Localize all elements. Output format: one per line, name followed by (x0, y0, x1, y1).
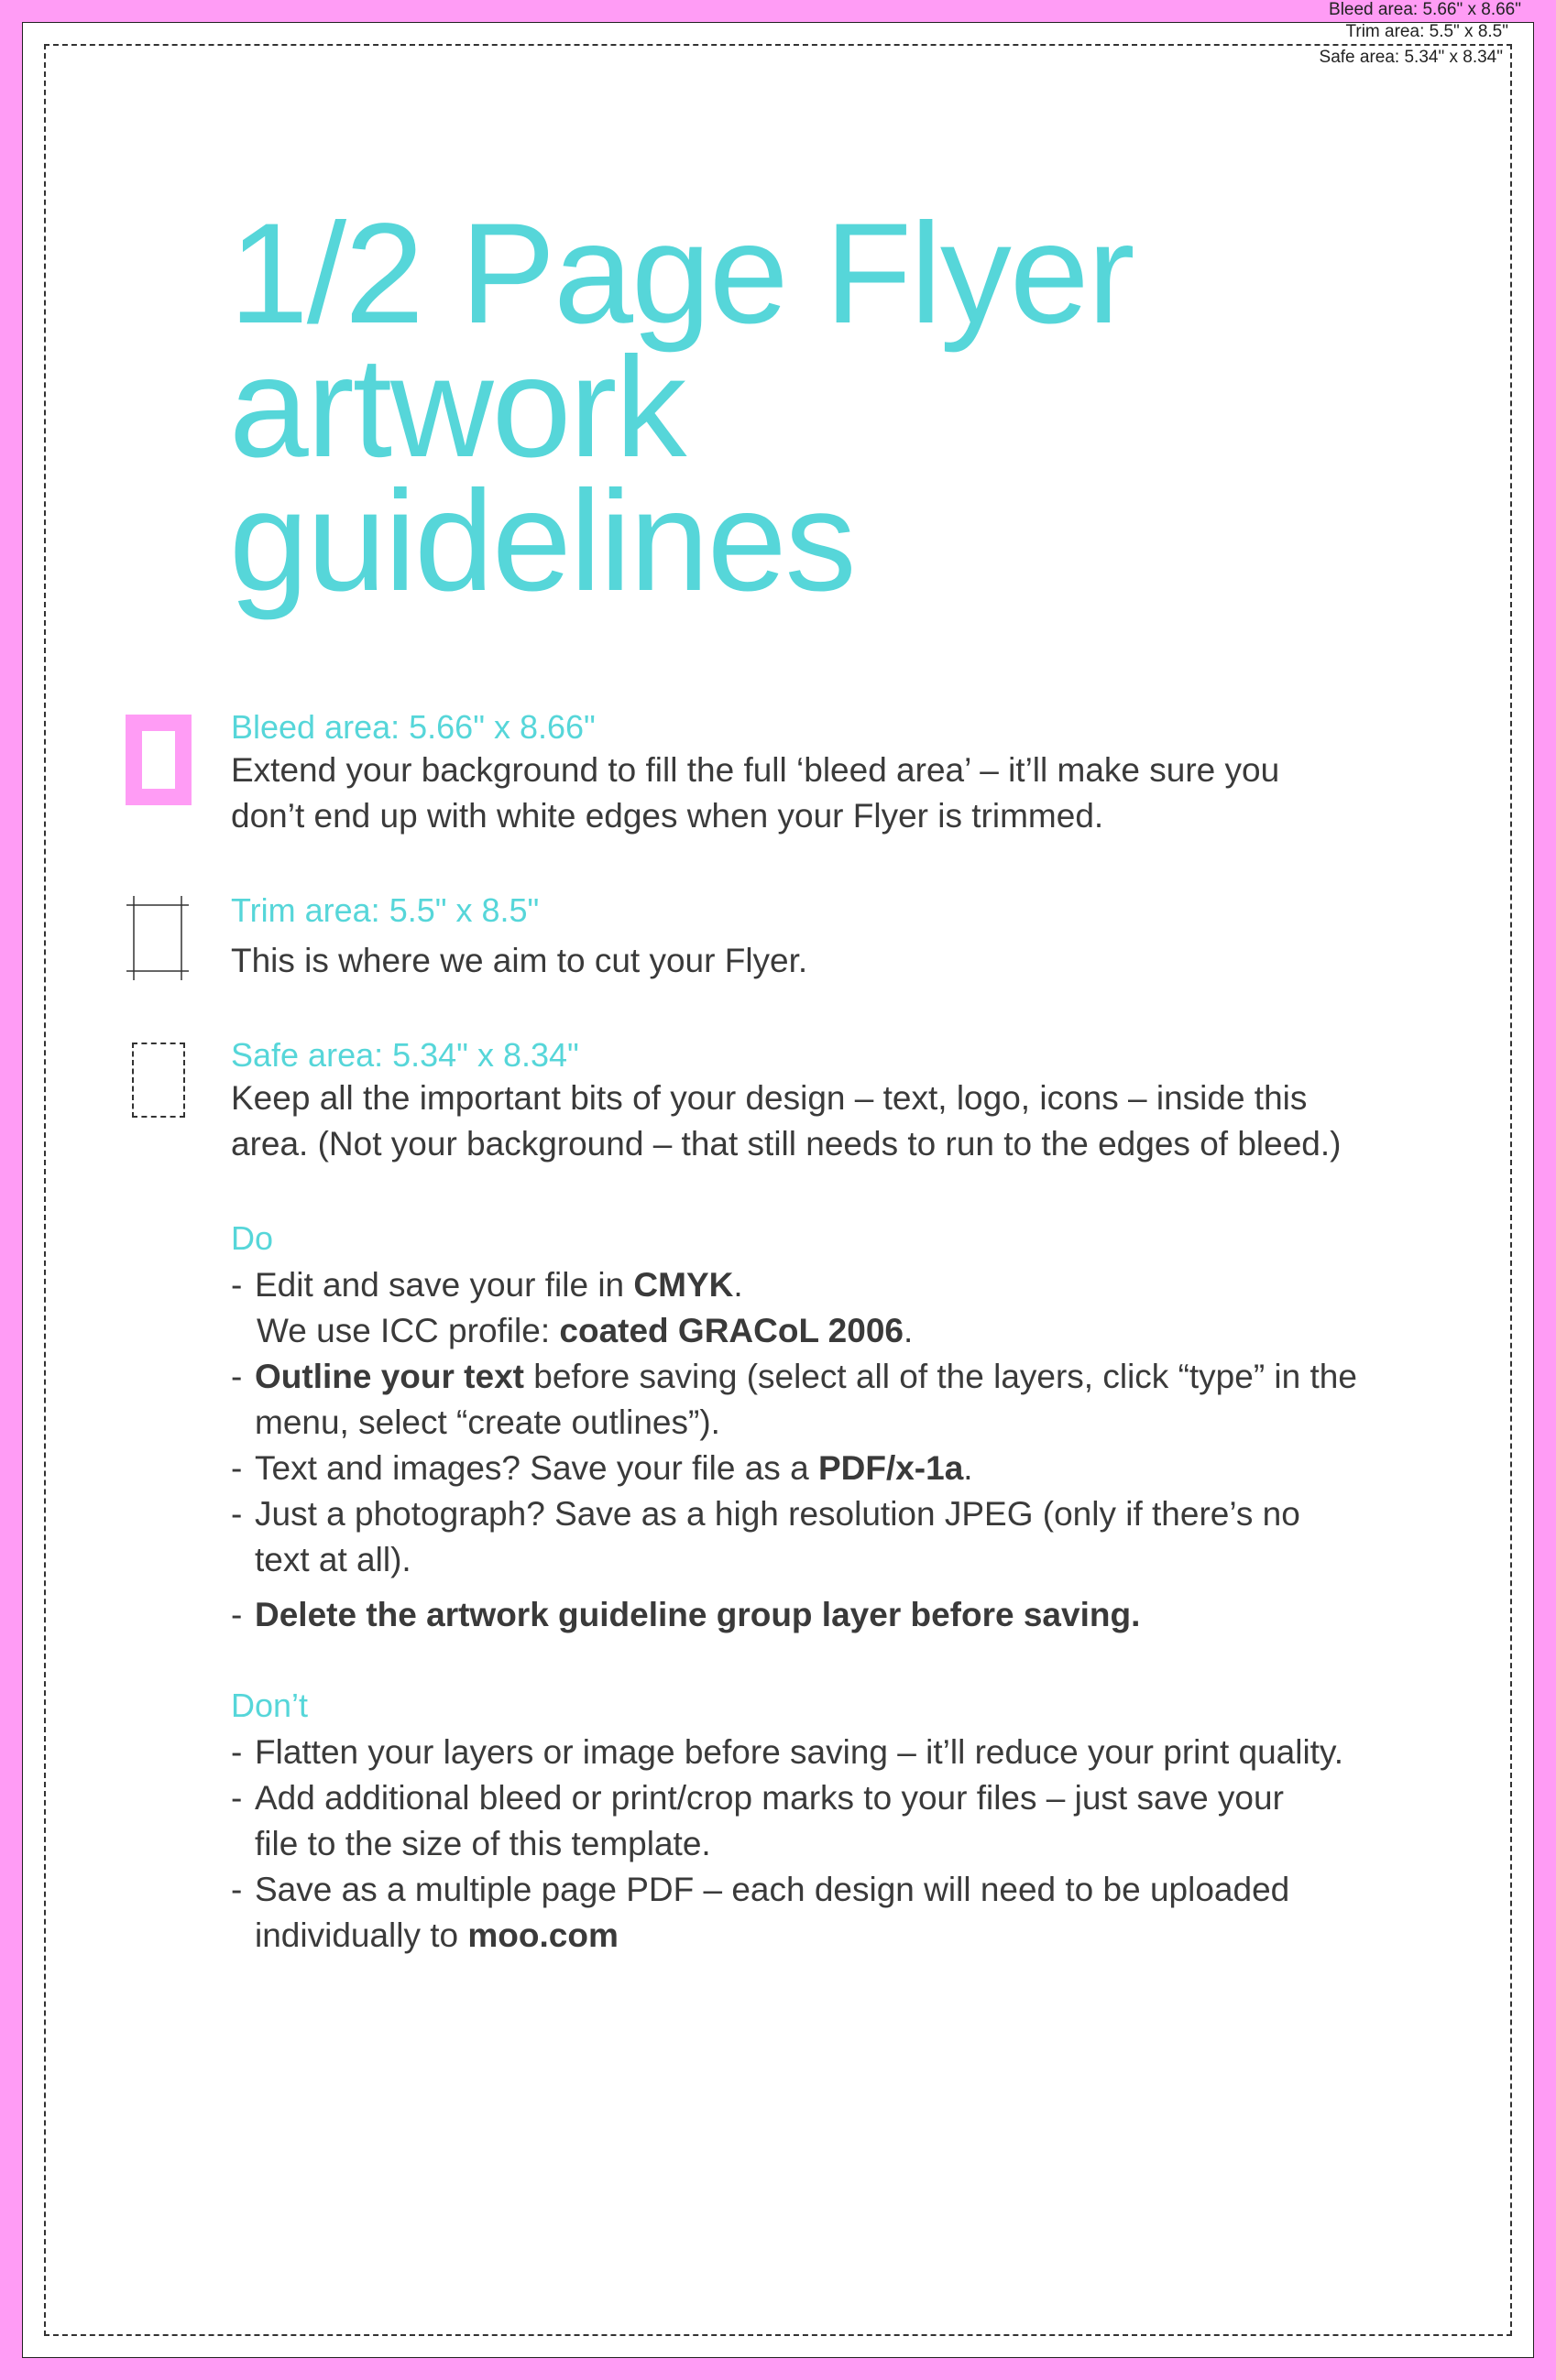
bleed-line-1: Extend your background to fill the full ‘bleed area’ – it’ll make sure you (231, 751, 1280, 789)
do-item-2-line-2: menu, select “create outlines”). (255, 1403, 720, 1441)
title-line-3: guidelines (229, 462, 855, 621)
do-item-2-text: before saving (select all of the layers, click “type” in the (523, 1358, 1357, 1395)
dont-item-bleed-marks (231, 1775, 1422, 1867)
page-title (229, 194, 1237, 621)
safe-section (231, 1035, 1422, 1167)
do-item-1b-post: . (904, 1312, 914, 1349)
dont-section (231, 1686, 1422, 1959)
trim-description: This is where we aim to cut your Flyer. (231, 942, 808, 979)
bullet-dash: - (231, 1779, 243, 1817)
bleed-description (231, 748, 1422, 839)
dont-item-3-line-2: individually to (255, 1916, 468, 1954)
moo-link-text: moo.com (467, 1916, 619, 1954)
bullet-dash: - (231, 1871, 243, 1908)
dont-item-3-line-1: Save as a multiple page PDF – each design will need to be uploaded (255, 1871, 1290, 1908)
do-item-3-text: Text and images? Save your file as a (255, 1449, 818, 1487)
safe-line-1: Keep all the important bits of your design – text, logo, icons – inside this (231, 1079, 1308, 1117)
do-item-3-post: . (963, 1449, 973, 1487)
bullet-dash: - (231, 1266, 243, 1304)
trim-heading: Trim area: 5.5" x 8.5" (231, 891, 540, 929)
bullet-dash: - (231, 1596, 243, 1633)
do-item-4-line-2: text at all). (255, 1541, 411, 1578)
do-item-pdf (231, 1446, 1422, 1491)
dont-heading: Don’t (231, 1687, 309, 1724)
safe-line-2: area. (Not your background – that still needs to run to the edges of bleed.) (231, 1125, 1342, 1163)
do-item-1b-text: We use ICC profile: (257, 1312, 560, 1349)
do-item-icc (255, 1308, 1422, 1354)
dont-list (231, 1730, 1422, 1959)
do-section (231, 1218, 1422, 1638)
do-list (231, 1262, 1422, 1638)
dont-item-2-line-2: file to the size of this template. (255, 1825, 711, 1862)
do-heading: Do (231, 1219, 274, 1257)
dont-item-flatten (231, 1730, 1422, 1775)
do-item-delete-guidelines (231, 1592, 1422, 1638)
dont-item-1-text: Flatten your layers or image before saving – it’ll reduce your print quality. (255, 1733, 1343, 1771)
bleed-legend-icon (126, 715, 192, 805)
bullet-dash: - (231, 1449, 243, 1487)
safe-area-label: Safe area: 5.34" x 8.34" (1319, 48, 1503, 67)
trim-section (231, 890, 1422, 984)
bleed-line-2: don’t end up with white edges when your Flyer is trimmed. (231, 797, 1104, 835)
do-item-1b-bold: coated GRACoL 2006 (559, 1312, 904, 1349)
do-item-1-post: . (733, 1266, 743, 1304)
dont-item-2-line-1: Add additional bleed or print/crop marks to your files – just save your (255, 1779, 1284, 1817)
do-item-jpeg (231, 1491, 1422, 1583)
bullet-dash: - (231, 1733, 243, 1771)
do-item-2-bold: Outline your text (255, 1358, 524, 1395)
safe-heading: Safe area: 5.34" x 8.34" (231, 1036, 579, 1074)
do-item-cmyk (231, 1262, 1422, 1354)
trim-legend-icon (126, 896, 189, 980)
do-item-5-bold: Delete the artwork guideline group layer before saving. (255, 1596, 1141, 1633)
do-item-4-line-1: Just a photograph? Save as a high resolution JPEG (only if there’s no (255, 1495, 1300, 1533)
bleed-heading: Bleed area: 5.66" x 8.66" (231, 708, 596, 746)
do-item-1-bold: CMYK (633, 1266, 734, 1304)
do-item-1-text: Edit and save your file in (255, 1266, 634, 1304)
dont-item-multipage (231, 1867, 1422, 1959)
do-item-outline (231, 1354, 1422, 1446)
trim-area-label: Trim area: 5.5" x 8.5" (1345, 22, 1508, 41)
title-line-2: artwork (229, 328, 685, 487)
do-item-3-bold: PDF/x-1a (817, 1449, 964, 1487)
title-line-1: 1/2 Page Flyer (229, 194, 1134, 354)
safe-description (231, 1075, 1422, 1167)
safe-legend-icon (132, 1043, 185, 1118)
bullet-dash: - (231, 1358, 243, 1395)
bleed-area-label: Bleed area: 5.66" x 8.66" (1329, 0, 1521, 19)
bleed-section (231, 707, 1422, 839)
bullet-dash: - (231, 1495, 243, 1533)
